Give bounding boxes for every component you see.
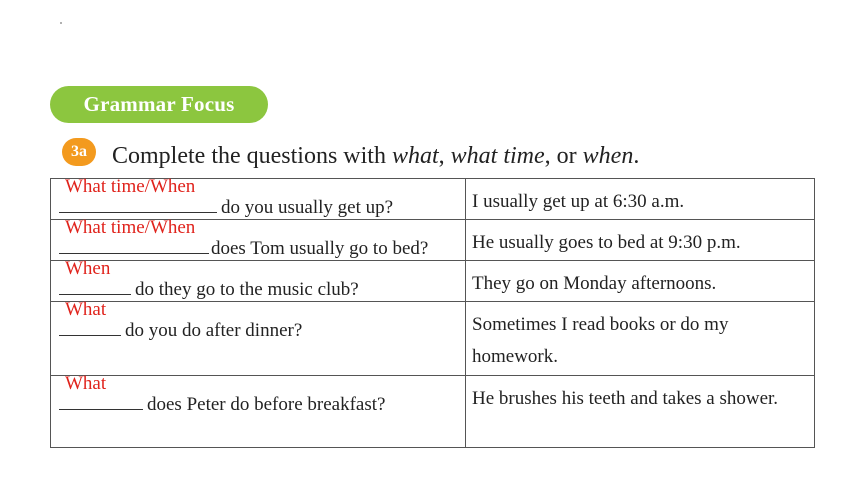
instruction-text: . [633, 143, 640, 169]
answer-blank[interactable] [59, 176, 217, 213]
response-cell [466, 261, 815, 302]
table-row [51, 179, 815, 220]
instruction-keyword-what: what [391, 143, 439, 169]
answer-blank[interactable] [59, 373, 143, 410]
question-text: does Tom usually go to bed? [211, 238, 429, 259]
grammar-focus-label: Grammar Focus [83, 92, 235, 116]
answer-fill: When [65, 258, 111, 279]
table-row [51, 220, 815, 261]
decorative-dot [60, 22, 62, 24]
response-text: Sometimes I read books or do my homework. [472, 314, 729, 367]
instruction-text: , [438, 143, 451, 169]
response-text: He brushes his teeth and takes a shower. [472, 388, 779, 409]
answer-blank[interactable] [59, 299, 121, 336]
answer-fill: What time/When [65, 176, 196, 197]
question-cell [51, 373, 466, 448]
response-cell [466, 179, 815, 220]
grammar-focus-banner [50, 86, 268, 123]
question-cell [51, 176, 466, 220]
table-row [51, 261, 815, 302]
table-row [51, 302, 815, 376]
question-text: does Peter do before breakfast? [147, 394, 386, 415]
response-text: They go on Monday afternoons. [472, 273, 717, 294]
instruction-text: , or [544, 143, 583, 169]
response-text: He usually goes to bed at 9:30 p.m. [472, 232, 741, 253]
question-text: do they go to the music club? [135, 279, 359, 300]
answer-blank[interactable] [59, 258, 131, 295]
answer-blank[interactable] [59, 217, 209, 254]
instruction-keyword-when: when [582, 143, 634, 169]
answer-fill: What [65, 299, 107, 320]
response-cell [466, 220, 815, 261]
exercise-instruction [112, 140, 639, 172]
question-text: do you do after dinner? [125, 320, 303, 341]
table-row [51, 376, 815, 448]
question-cell [51, 258, 466, 302]
response-cell [466, 302, 815, 376]
instruction-text: Complete the questions with [112, 143, 392, 169]
exercise-number-badge: 3a [62, 138, 96, 166]
question-text: do you usually get up? [221, 197, 394, 218]
instruction-keyword-what-time: what time [450, 143, 545, 169]
answer-fill: What time/When [65, 217, 196, 238]
response-text: I usually get up at 6:30 a.m. [472, 191, 685, 212]
question-cell [51, 299, 466, 376]
question-answer-table [50, 178, 815, 448]
answer-fill: What [65, 373, 107, 394]
response-cell [466, 376, 815, 448]
question-cell [51, 217, 466, 261]
